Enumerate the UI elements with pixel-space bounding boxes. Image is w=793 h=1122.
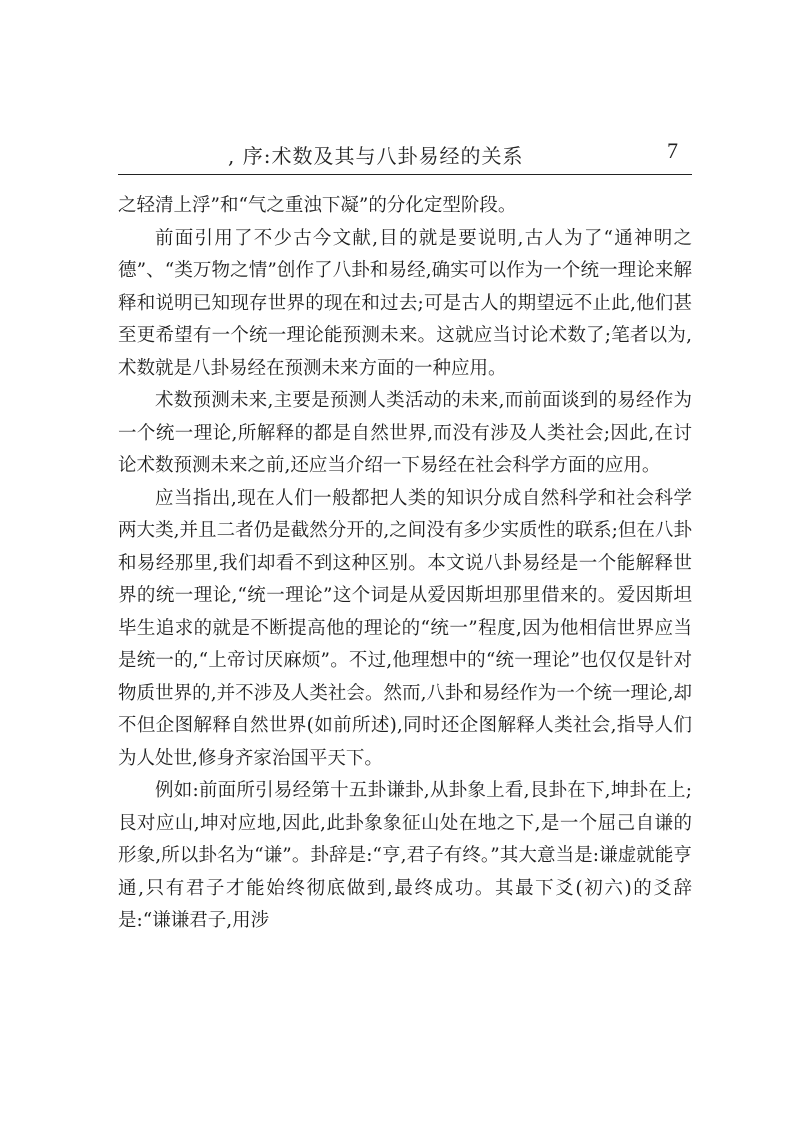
- body-text: [118, 190, 692, 938]
- paragraph: 前面引用了不少古今文献,目的就是要说明,古人为了“通神明之德”、“类万物之情”创作了八卦和易经,确实可以作为一个统一理论来解释和说明已知现存世界的现在和过去;可是古人的期望远不止此,他们甚至更希望有一个统一理论能预测未来。这就应当讨论术数了;笔者以为,术数就是八卦易经在预测未来方面的一种应用。: [118, 227, 692, 379]
- header-rule: [118, 174, 692, 175]
- page-number: 7: [667, 138, 678, 163]
- running-header: , 序:术数及其与八卦易经的关系: [228, 144, 524, 168]
- paragraph: 术数预测未来,主要是预测人类活动的未来,而前面谈到的易经作为一个统一理论,所解释的都是自然世界,而没有涉及人类社会;因此,在讨论术数预测未来之前,还应当介绍一下易经在社会科学方面的应用。: [118, 390, 692, 476]
- paragraph-continuation: 之轻清上浮”和“气之重浊下凝”的分化定型阶段。: [118, 195, 517, 216]
- paragraph: 例如:前面所引易经第十五卦谦卦,从卦象上看,艮卦在下,坤卦在上;艮对应山,坤对应地,因此,此卦象象征山处在地之下,是一个屈己自谦的形象,所以卦名为“谦”。卦辞是:“亨,君子有终。”其大意当是:谦虚就能亨通,只有君子才能始终彻底做到,最终成功。其最下爻(初六)的爻辞是:“谦谦君子,用涉: [118, 780, 692, 931]
- paragraph: 应当指出,现在人们一般都把人类的知识分成自然科学和社会科学两大类,并且二者仍是截然分开的,之间没有多少实质性的联系;但在八卦和易经那里,我们却看不到这种区别。本文说八卦易经是一个能解释世界的统一理论,“统一理论”这个词是从爱因斯坦那里借来的。爱因斯坦毕生追求的就是不断提高他的理论的“统一”程度,因为他相信世界应当是统一的,“上帝讨厌麻烦”。不过,他理想中的“统一理论”也仅仅是针对物质世界的,并不涉及人类社会。然而,八卦和易经作为一个统一理论,却不但企图解释自然世界(如前所述),同时还企图解释人类社会,指导人们为人处世,修身齐家治国平天下。: [118, 487, 692, 769]
